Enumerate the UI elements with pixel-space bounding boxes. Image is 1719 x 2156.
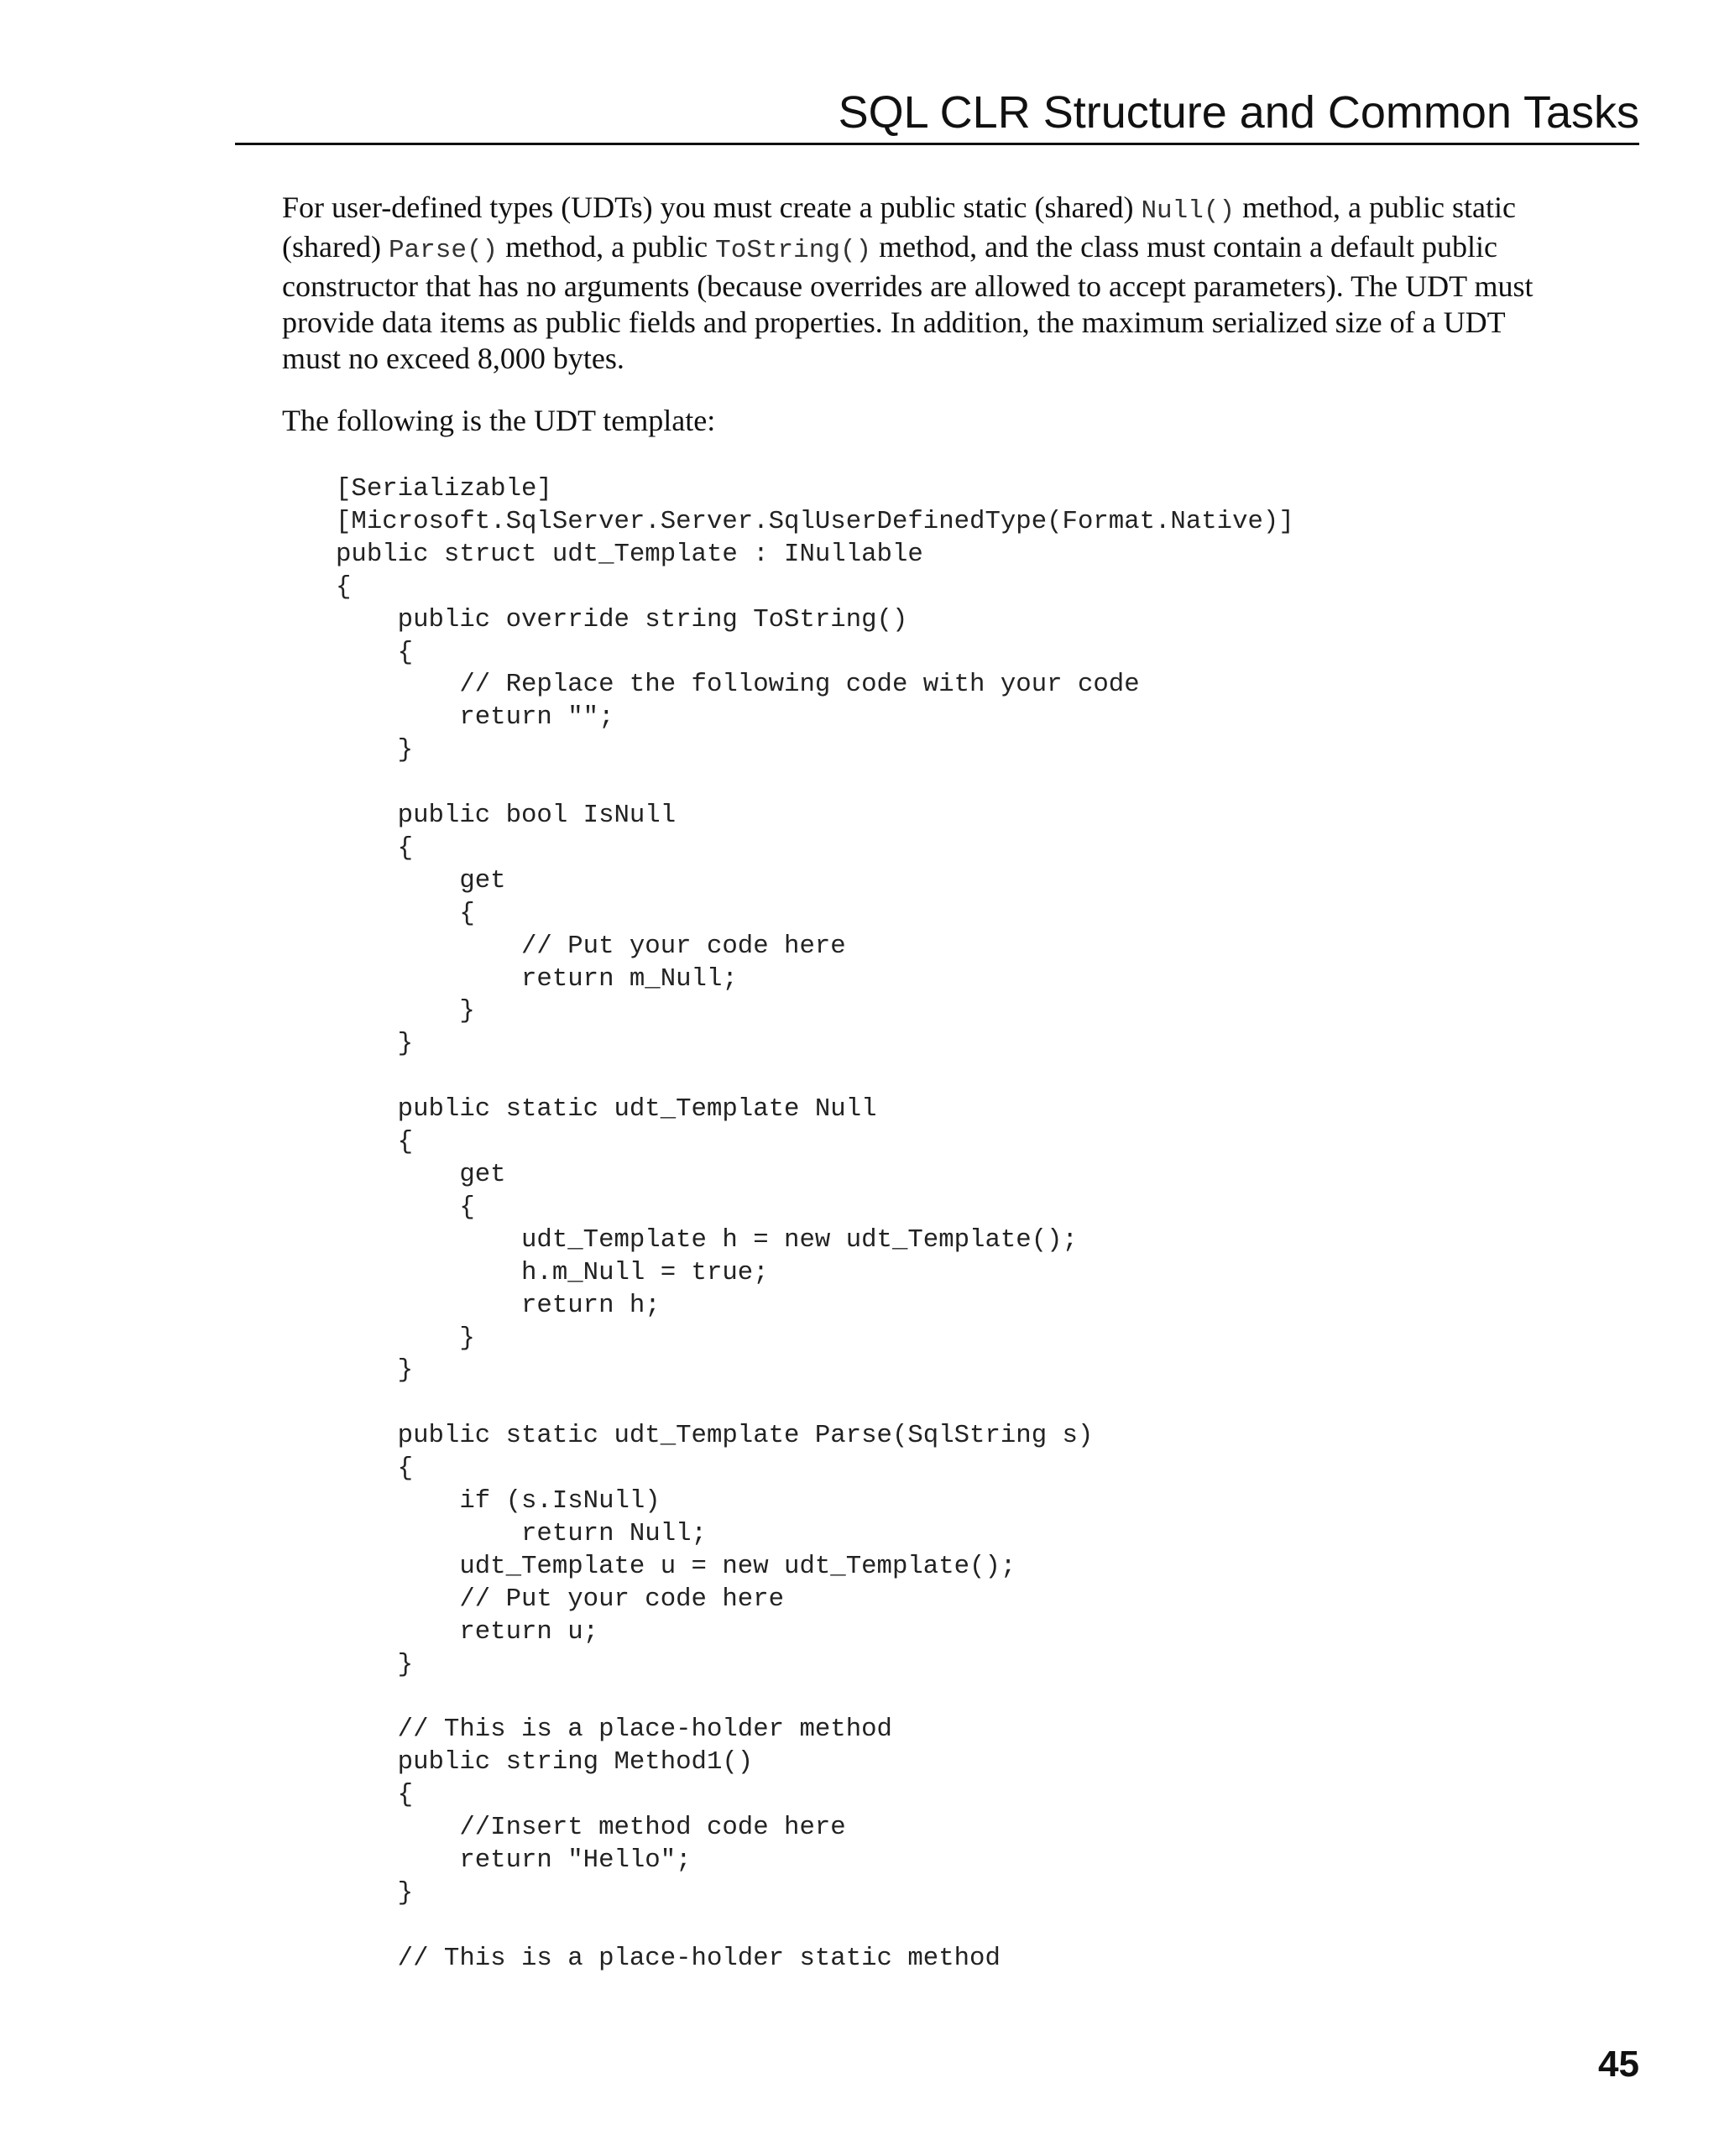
code-line: // This is a place-holder static method — [336, 1943, 1001, 1973]
code-line — [336, 767, 1294, 800]
code-line: { — [336, 572, 352, 602]
code-line: get — [336, 865, 506, 895]
code-line: { — [336, 1192, 475, 1222]
code-line: { — [336, 1780, 414, 1810]
code-line: public bool IsNull — [336, 801, 677, 831]
code-line: return ""; — [336, 702, 614, 733]
code-line: h.m_Null = true; — [336, 1257, 769, 1287]
intro-line-4: provide data items as public fields and properties. In addition, the maximum serialized size of a UDT — [282, 305, 1506, 339]
code-line: } — [336, 996, 475, 1026]
code-line: { — [336, 833, 414, 863]
intro-line-5: must no exceed 8,000 bytes. — [282, 342, 624, 375]
code-line: { — [336, 637, 414, 667]
code-line: return u; — [336, 1616, 599, 1647]
code-line: } — [336, 1323, 475, 1353]
code-line: return m_Null; — [336, 963, 738, 994]
code-line — [336, 1061, 1294, 1094]
code-line: //Insert method code here — [336, 1813, 846, 1843]
header-rule — [235, 143, 1639, 145]
code-line: return "Hello"; — [336, 1845, 692, 1875]
code-line: public override string ToString() — [336, 604, 908, 634]
code-line: public string Method1() — [336, 1747, 754, 1778]
code-line: { — [336, 898, 475, 928]
code-line: if (s.IsNull) — [336, 1486, 661, 1517]
intro-line-1 — [282, 190, 1642, 229]
code-line: } — [336, 1355, 414, 1386]
code-line: } — [336, 735, 414, 765]
code-line: // This is a place-holder method — [336, 1715, 892, 1745]
code-line: } — [336, 1877, 414, 1908]
code-line: udt_Template h = new udt_Template(); — [336, 1224, 1078, 1255]
code-line — [336, 1910, 1294, 1943]
intro-text: method, a public — [498, 230, 716, 264]
template-intro-paragraph: The following is the UDT template: — [282, 404, 716, 437]
intro-text: method, a public static — [1235, 191, 1516, 224]
code-line: // Put your code here — [336, 931, 846, 961]
udt-template-code — [336, 473, 1294, 1976]
intro-text: method, and the class must contain a default public — [871, 230, 1497, 264]
running-head-title: SQL CLR Structure and Common Tasks — [838, 87, 1639, 138]
intro-text: (shared) — [282, 230, 389, 264]
code-line: return h; — [336, 1290, 661, 1320]
intro-line-2 — [282, 229, 1642, 269]
code-line: [Microsoft.SqlServer.Server.SqlUserDefinedType(Format.Native)] — [336, 506, 1294, 536]
code-line: { — [336, 1454, 414, 1484]
intro-paragraph — [282, 190, 1642, 377]
code-line: } — [336, 1649, 414, 1679]
code-line: [Serializable] — [336, 474, 552, 504]
inline-code-tostring: ToString() — [715, 236, 872, 265]
code-line: public static udt_Template Parse(SqlString s) — [336, 1421, 1094, 1451]
code-line: // Replace the following code with your code — [336, 670, 1140, 700]
code-line — [336, 1387, 1294, 1420]
code-line — [336, 1681, 1294, 1714]
inline-code-null: Null() — [1141, 196, 1236, 226]
inline-code-parse: Parse() — [388, 236, 499, 265]
code-line: public static udt_Template Null — [336, 1094, 877, 1125]
intro-line-3: constructor that has no arguments (because overrides are allowed to accept parameters). The UDT must — [282, 269, 1534, 303]
code-line: public struct udt_Template : INullable — [336, 539, 923, 569]
page-number: 45 — [1598, 2044, 1639, 2085]
code-line: get — [336, 1160, 506, 1189]
code-line: return Null; — [336, 1518, 707, 1548]
code-line: { — [336, 1127, 414, 1157]
code-line: udt_Template u = new udt_Template(); — [336, 1551, 1016, 1581]
code-line: // Put your code here — [336, 1584, 785, 1614]
code-line: } — [336, 1029, 414, 1059]
intro-text: For user-defined types (UDTs) you must create a public static (shared) — [282, 191, 1142, 224]
